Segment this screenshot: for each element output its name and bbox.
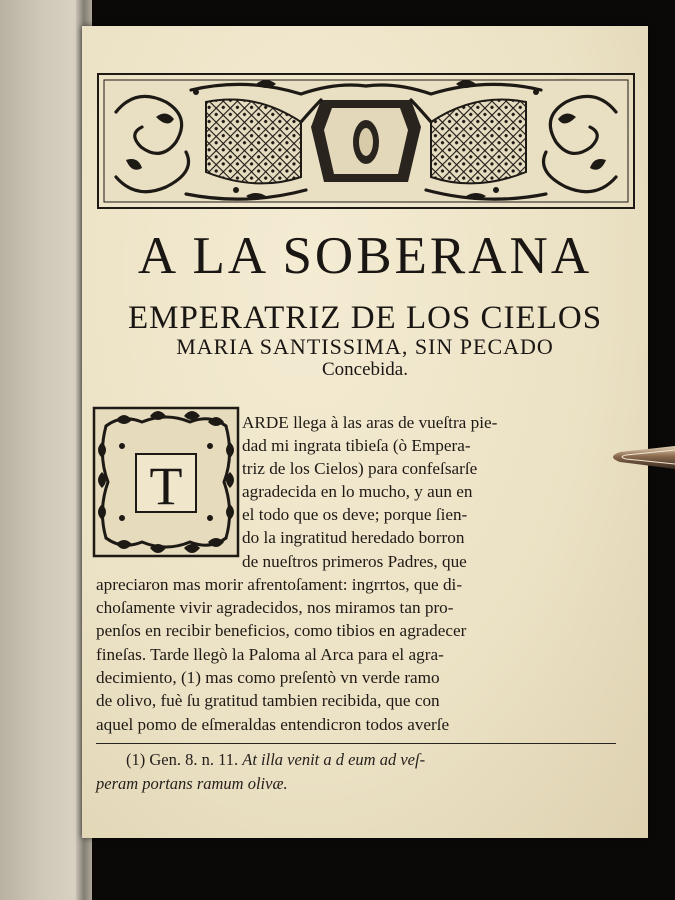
body-line: penſos en recibir beneficios, como tibios en agradecer	[96, 621, 467, 640]
title-line-4: Concebida.	[321, 359, 408, 380]
body-line: de nueſtros primeros Padres, que	[242, 552, 467, 571]
footnote-reference: (1) Gen. 8. n. 11.	[126, 750, 239, 769]
book-page	[82, 26, 648, 838]
body-line: do la ingratitud heredado borron	[242, 528, 465, 547]
footnote-line-2	[96, 774, 288, 794]
footnote-quote-continued: peram portans ramum olivæ.	[96, 774, 288, 793]
body-line: fineſas. Tarde llegò la Paloma al Arca para el agra-	[96, 645, 444, 664]
title-line-1: A LA SOBERANA	[137, 227, 593, 285]
body-line: de olivo, fuè ſu gratitud tambien recibida, que con	[96, 691, 440, 710]
body-line: el todo que os deve; porque ſien-	[242, 505, 468, 524]
body-line: dad mi ingrata tibieſa (ò Empera-	[242, 436, 471, 455]
title-line-3: MARIA SANTISSIMA, SIN PECADO	[176, 334, 554, 359]
decorated-initial	[92, 406, 240, 558]
footnote-rule	[96, 743, 616, 744]
body-line: choſamente vivir agradecidos, nos miramos tan pro-	[96, 598, 454, 617]
dropcap-letter: T	[149, 456, 183, 516]
ornamental-headpiece	[96, 72, 636, 210]
footnote-line-1	[126, 750, 425, 770]
body-line: ARDE llega à las aras de vueſtra pie-	[242, 413, 498, 432]
body-line: aquel pomo de eſmeraldas entendicron todos averſe	[96, 715, 450, 734]
bookmark-clip	[606, 442, 675, 472]
body-line: triz de los Cielos) para confeſsarſe	[242, 459, 478, 478]
body-line: decimiento, (1) mas como preſentò vn verde ramo	[96, 668, 440, 687]
body-line: agradecida en lo mucho, y aun en	[242, 482, 473, 501]
title-line-2: EMPERATRIZ DE LOS CIELOS	[127, 300, 603, 336]
footnote-quote: At illa venit a d eum ad veſ-	[242, 750, 426, 769]
body-line: apreciaron mas morir afrentoſament: ingrrtos, que di-	[96, 575, 463, 594]
